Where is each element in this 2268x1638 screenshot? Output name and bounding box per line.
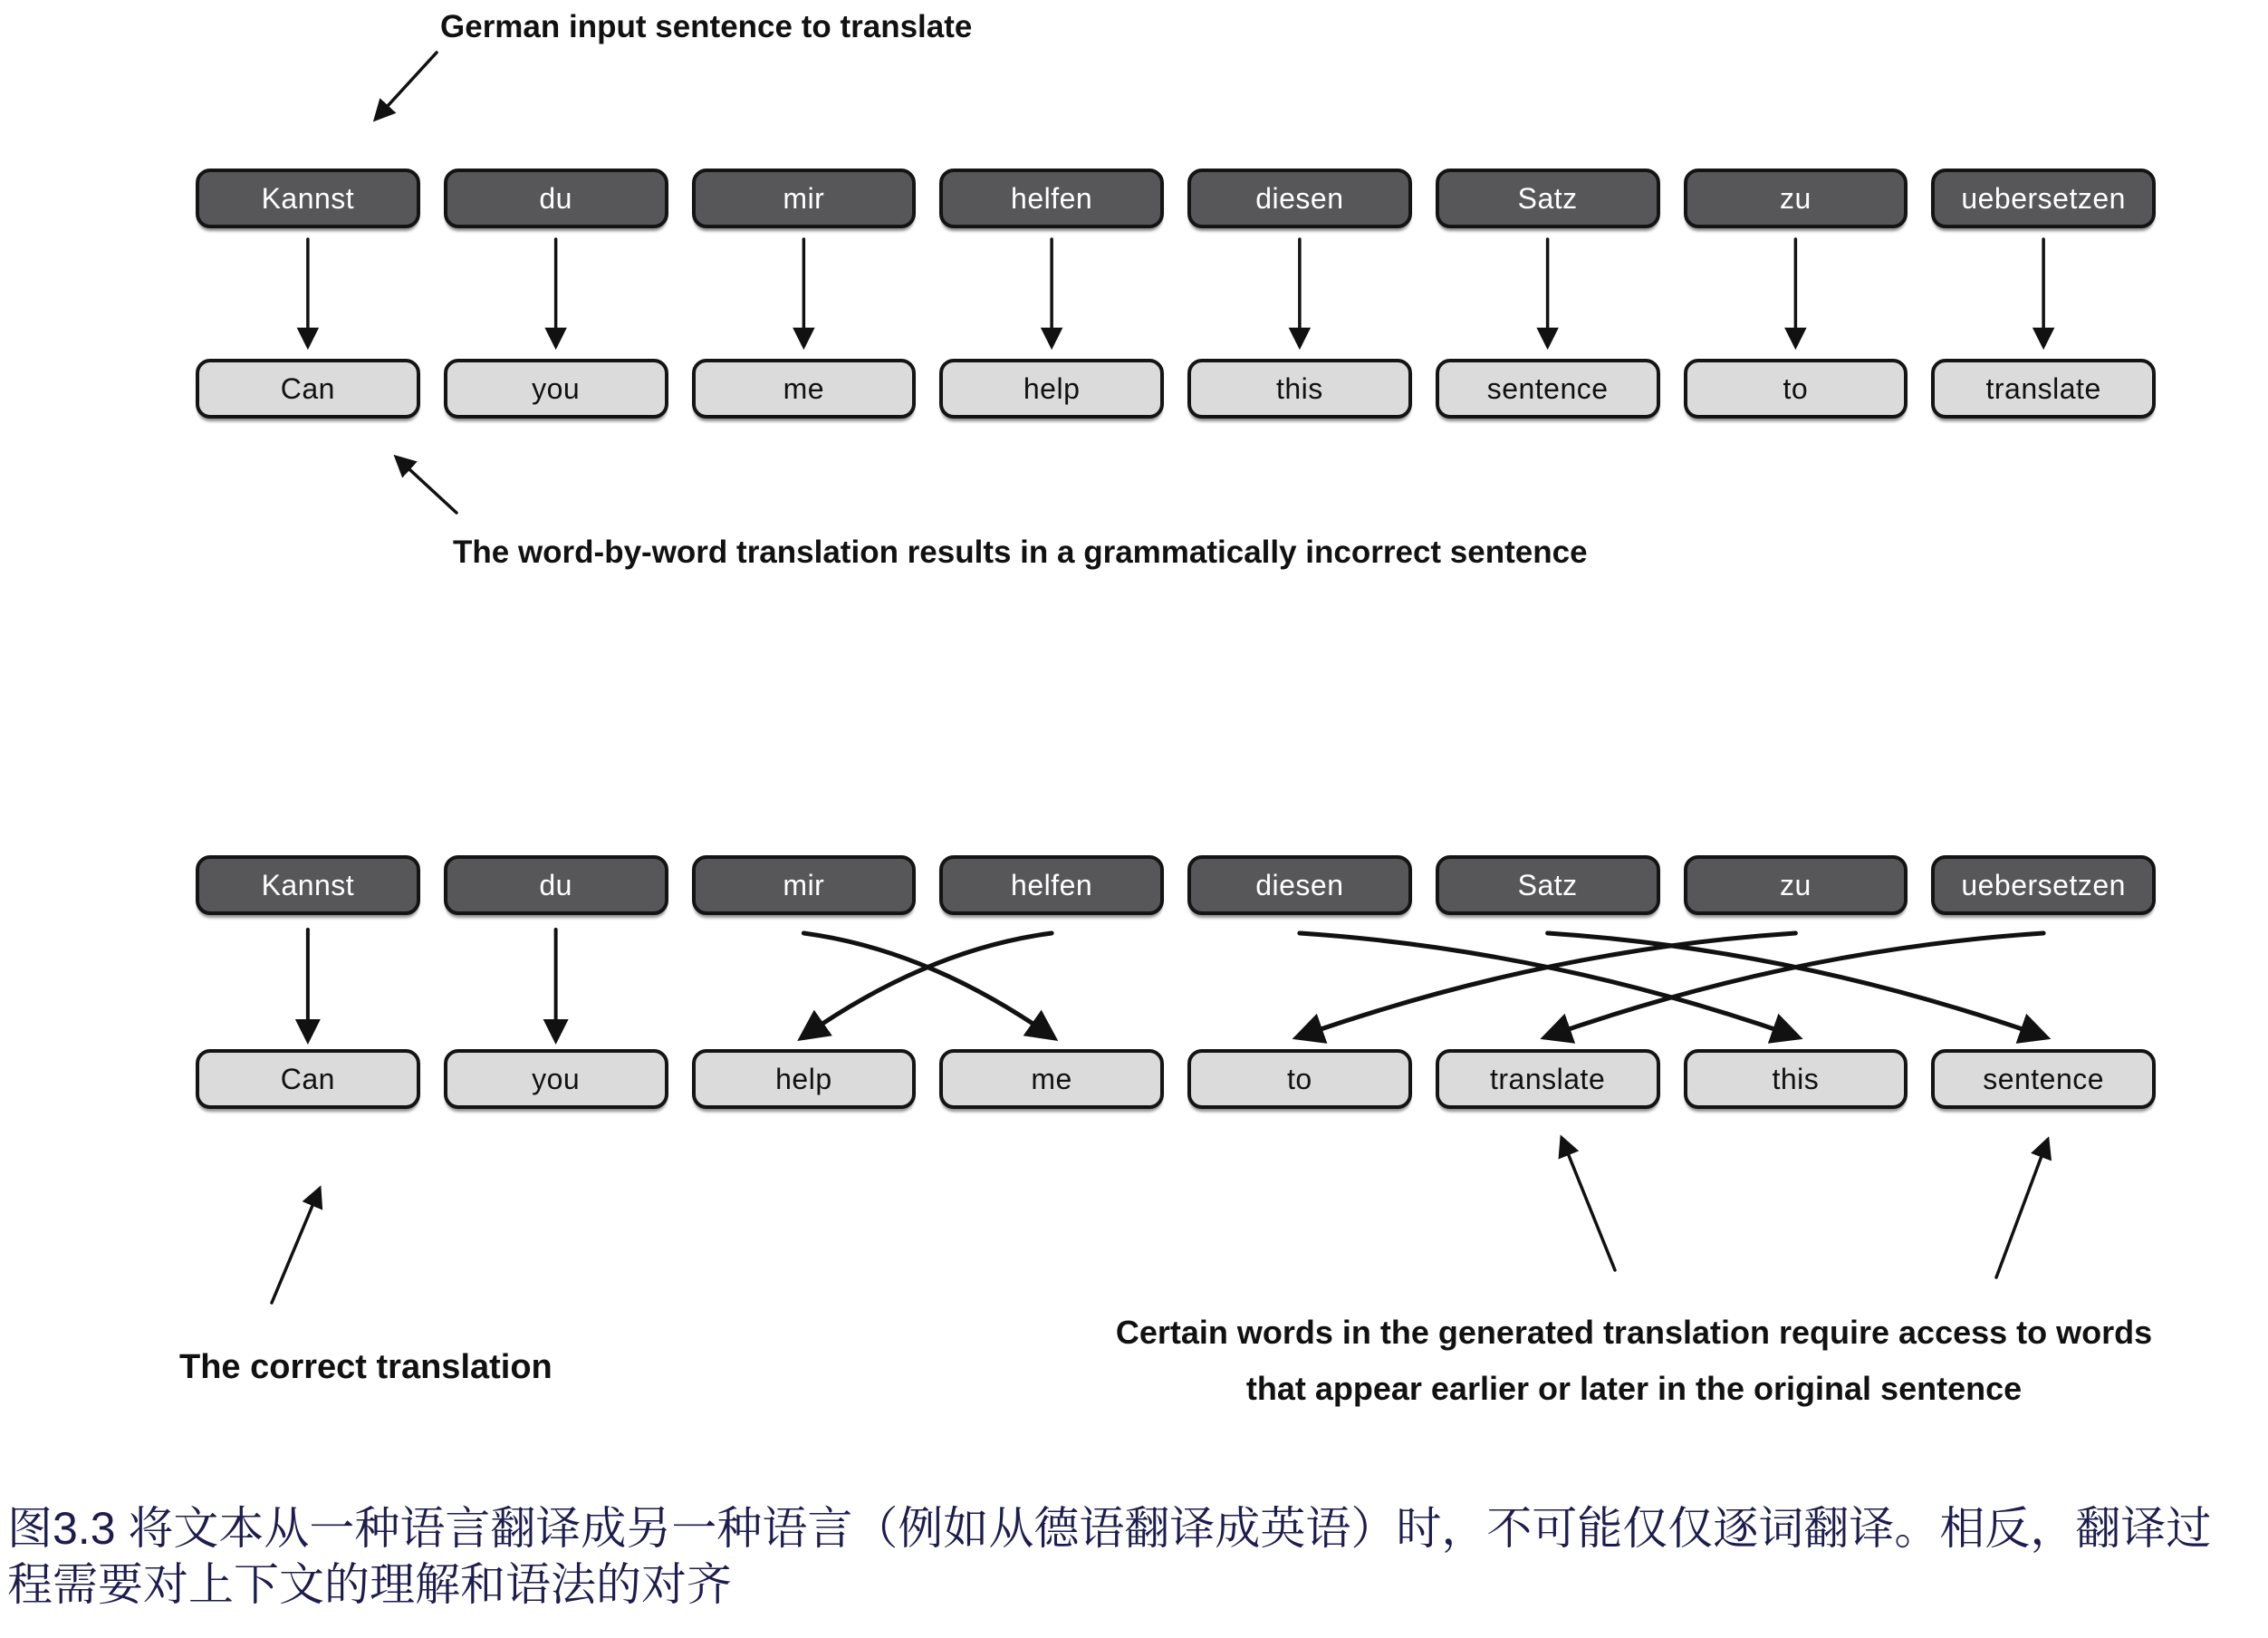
- english-word-box: translate: [1436, 1049, 1660, 1109]
- correct-translation-row: [196, 1049, 2156, 1109]
- german-word-box: zu: [1684, 169, 1908, 228]
- german-word-box: du: [444, 169, 668, 228]
- english-word-box: you: [444, 1049, 668, 1109]
- german-word-box: diesen: [1187, 169, 1412, 228]
- context-pointer-arrow-translate: [1562, 1140, 1615, 1270]
- german-word-box: helfen: [939, 855, 1164, 915]
- correct-translation-pointer-arrow: [272, 1190, 319, 1303]
- annotation-german-input: German input sentence to translate: [440, 9, 973, 44]
- word-by-word-pointer-arrow: [398, 458, 456, 513]
- german-word-box: helfen: [939, 169, 1164, 228]
- english-word-box: help: [939, 359, 1164, 419]
- german-word-box: du: [444, 855, 668, 915]
- german-word-box: zu: [1684, 855, 1908, 915]
- context-pointer-arrow-sentence: [1996, 1142, 2047, 1277]
- word-alignment-curve-arrow: [803, 933, 1052, 1036]
- german-sentence-row-top: [196, 169, 2156, 228]
- english-word-box: you: [444, 359, 668, 419]
- english-word-box: to: [1684, 359, 1908, 419]
- english-word-box: sentence: [1931, 1049, 2156, 1109]
- annotation-context-access: [1000, 1305, 2268, 1417]
- word-by-word-translation-row: [196, 359, 2156, 419]
- german-sentence-row-bottom: [196, 855, 2156, 915]
- german-word-box: mir: [692, 855, 917, 915]
- english-word-box: this: [1187, 359, 1412, 419]
- german-word-box: diesen: [1187, 855, 1412, 915]
- figure-caption: 图3.3 将文本从一种语言翻译成另一种语言（例如从德语翻译成英语）时，不可能仅仅逐词翻译。相反，翻译过程需要对上下文的理解和语法的对齐: [7, 1503, 2212, 1610]
- english-word-box: me: [939, 1049, 1164, 1109]
- german-word-box: Satz: [1436, 169, 1660, 228]
- english-word-box: this: [1684, 1049, 1908, 1109]
- english-word-box: Can: [196, 359, 420, 419]
- german-input-pointer-arrow: [377, 53, 437, 118]
- annotation-correct-translation: The correct translation: [179, 1348, 553, 1386]
- english-word-box: me: [692, 359, 917, 419]
- english-word-box: sentence: [1436, 359, 1660, 419]
- german-word-box: Kannst: [196, 855, 420, 915]
- english-word-box: to: [1187, 1049, 1412, 1109]
- german-word-box: mir: [692, 169, 917, 228]
- annotation-context-line2: that appear earlier or later in the original sentence: [1245, 1370, 2023, 1407]
- german-word-box: uebersetzen: [1931, 169, 2156, 228]
- english-word-box: help: [692, 1049, 917, 1109]
- german-word-box: Kannst: [196, 169, 420, 228]
- annotation-word-by-word: The word-by-word translation results in a grammatically incorrect sentence: [453, 535, 1588, 570]
- word-alignment-curve-arrow: [803, 933, 1052, 1036]
- german-word-box: Satz: [1436, 855, 1660, 915]
- english-word-box: translate: [1931, 359, 2156, 419]
- german-word-box: uebersetzen: [1931, 855, 2156, 915]
- alignment-arrows: [272, 53, 2047, 1303]
- english-word-box: Can: [196, 1049, 420, 1109]
- annotation-context-line1: Certain words in the generated translation require access to words: [1115, 1314, 2153, 1351]
